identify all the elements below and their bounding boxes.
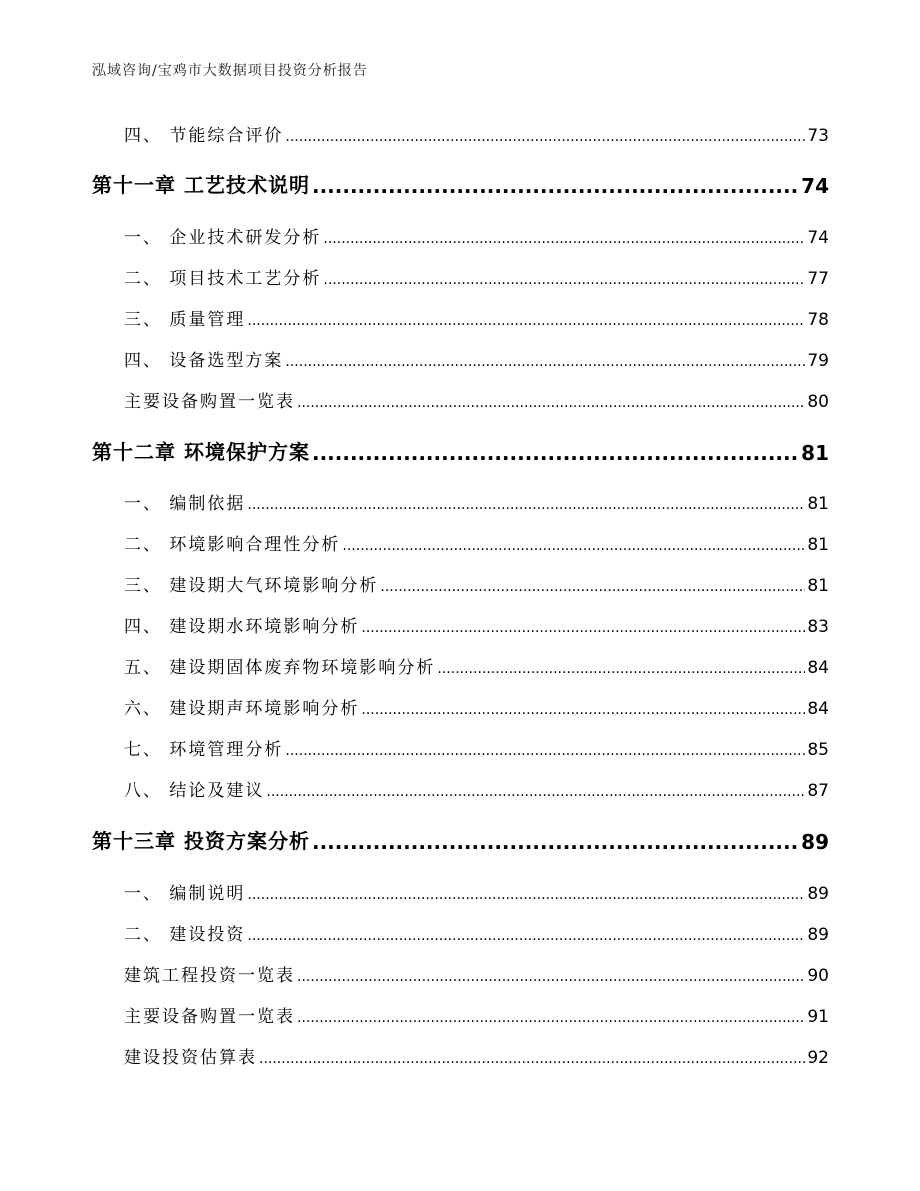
toc-leader-dots bbox=[361, 701, 805, 719]
toc-leader-dots bbox=[312, 830, 799, 854]
toc-leader-dots bbox=[285, 353, 805, 371]
toc-chapter-label: 第十二章 环境保护方案 bbox=[92, 440, 310, 464]
toc-entry-label: 一、 企业技术研发分析 bbox=[124, 228, 322, 248]
toc-leader-dots bbox=[259, 1050, 805, 1068]
toc-entry-page: 89 bbox=[807, 884, 829, 904]
toc-entry[interactable] bbox=[124, 1044, 829, 1068]
toc-chapter-page: 74 bbox=[801, 174, 829, 198]
toc-entry[interactable] bbox=[124, 613, 829, 637]
toc-entry-page: 78 bbox=[807, 310, 829, 330]
toc-chapter-entry[interactable] bbox=[92, 170, 829, 198]
toc-entry-page: 84 bbox=[807, 699, 829, 719]
toc-leader-dots bbox=[247, 886, 805, 904]
toc-leader-dots bbox=[312, 174, 799, 198]
toc-entry-label: 四、 节能综合评价 bbox=[124, 126, 284, 146]
toc-leader-dots bbox=[312, 441, 799, 465]
toc-leader-dots bbox=[380, 578, 805, 596]
toc-entry[interactable] bbox=[124, 1003, 829, 1027]
toc-entry-label: 五、 建设期固体废弃物环境影响分析 bbox=[124, 658, 436, 678]
toc-entry[interactable] bbox=[124, 777, 829, 801]
toc-entry[interactable] bbox=[124, 962, 829, 986]
toc-entry-page: 85 bbox=[807, 740, 829, 760]
toc-chapter-page: 81 bbox=[801, 441, 829, 465]
toc-entry-page: 84 bbox=[807, 658, 829, 678]
toc-entry[interactable] bbox=[124, 122, 829, 146]
toc-entry-label: 八、 结论及建议 bbox=[124, 781, 265, 801]
toc-leader-dots bbox=[297, 1009, 805, 1027]
toc-entry-page: 73 bbox=[807, 126, 829, 146]
toc-leader-dots bbox=[285, 742, 805, 760]
toc-entry-label: 建筑工程投资一览表 bbox=[124, 966, 295, 986]
toc-entry-label: 二、 项目技术工艺分析 bbox=[124, 269, 322, 289]
toc-entry[interactable] bbox=[124, 306, 829, 330]
toc-entry[interactable] bbox=[124, 921, 829, 945]
toc-entry-label: 七、 环境管理分析 bbox=[124, 740, 284, 760]
toc-entry-label: 三、 建设期大气环境影响分析 bbox=[124, 576, 379, 596]
toc-entry[interactable] bbox=[124, 265, 829, 289]
toc-leader-dots bbox=[361, 619, 805, 637]
toc-entry-page: 89 bbox=[807, 925, 829, 945]
toc-entry-page: 74 bbox=[807, 228, 829, 248]
toc-leader-dots bbox=[323, 230, 805, 248]
toc-entry[interactable] bbox=[124, 388, 829, 412]
toc-leader-dots bbox=[297, 968, 805, 986]
toc-leader-dots bbox=[247, 312, 805, 330]
toc-entry-label: 建设投资估算表 bbox=[124, 1048, 257, 1068]
toc-entry-page: 81 bbox=[807, 576, 829, 596]
toc-leader-dots bbox=[266, 783, 805, 801]
toc-entry-page: 79 bbox=[807, 351, 829, 371]
toc-entry-label: 四、 设备选型方案 bbox=[124, 351, 284, 371]
toc-chapter-page: 89 bbox=[801, 830, 829, 854]
toc-chapter-label: 第十三章 投资方案分析 bbox=[92, 829, 310, 853]
toc-chapter-label: 第十一章 工艺技术说明 bbox=[92, 173, 310, 197]
toc-entry-page: 90 bbox=[807, 966, 829, 986]
toc-entry-page: 81 bbox=[807, 535, 829, 555]
toc-entry-page: 80 bbox=[807, 392, 829, 412]
toc-entry-label: 主要设备购置一览表 bbox=[124, 392, 295, 412]
toc-entry-label: 二、 建设投资 bbox=[124, 925, 246, 945]
toc-entry-label: 一、 编制依据 bbox=[124, 494, 246, 514]
toc-entry[interactable] bbox=[124, 531, 829, 555]
toc-entry-label: 二、 环境影响合理性分析 bbox=[124, 535, 341, 555]
toc-leader-dots bbox=[437, 660, 805, 678]
toc-entry[interactable] bbox=[124, 490, 829, 514]
running-header: 泓域咨询/宝鸡市大数据项目投资分析报告 bbox=[92, 63, 368, 79]
toc-entry[interactable] bbox=[124, 880, 829, 904]
toc-entry-label: 主要设备购置一览表 bbox=[124, 1007, 295, 1027]
toc-leader-dots bbox=[247, 927, 805, 945]
toc-entry-label: 一、 编制说明 bbox=[124, 884, 246, 904]
toc-chapter-entry[interactable] bbox=[92, 437, 829, 465]
toc-entry-page: 81 bbox=[807, 494, 829, 514]
toc-entry-page: 87 bbox=[807, 781, 829, 801]
toc-entry-page: 83 bbox=[807, 617, 829, 637]
toc-entry-page: 77 bbox=[807, 269, 829, 289]
toc-entry-page: 92 bbox=[807, 1048, 829, 1068]
toc-entry[interactable] bbox=[124, 736, 829, 760]
toc-entry-page: 91 bbox=[807, 1007, 829, 1027]
toc-entry[interactable] bbox=[124, 347, 829, 371]
toc-entry[interactable] bbox=[124, 572, 829, 596]
toc-leader-dots bbox=[323, 271, 805, 289]
toc-entry-label: 六、 建设期声环境影响分析 bbox=[124, 699, 360, 719]
toc-leader-dots bbox=[285, 128, 805, 146]
toc-entry-label: 四、 建设期水环境影响分析 bbox=[124, 617, 360, 637]
toc-leader-dots bbox=[342, 537, 805, 555]
toc-entry[interactable] bbox=[124, 654, 829, 678]
toc-leader-dots bbox=[297, 394, 805, 412]
toc-entry[interactable] bbox=[124, 695, 829, 719]
toc-entry-label: 三、 质量管理 bbox=[124, 310, 246, 330]
toc-entry[interactable] bbox=[124, 224, 829, 248]
toc-leader-dots bbox=[247, 496, 805, 514]
toc-chapter-entry[interactable] bbox=[92, 826, 829, 854]
